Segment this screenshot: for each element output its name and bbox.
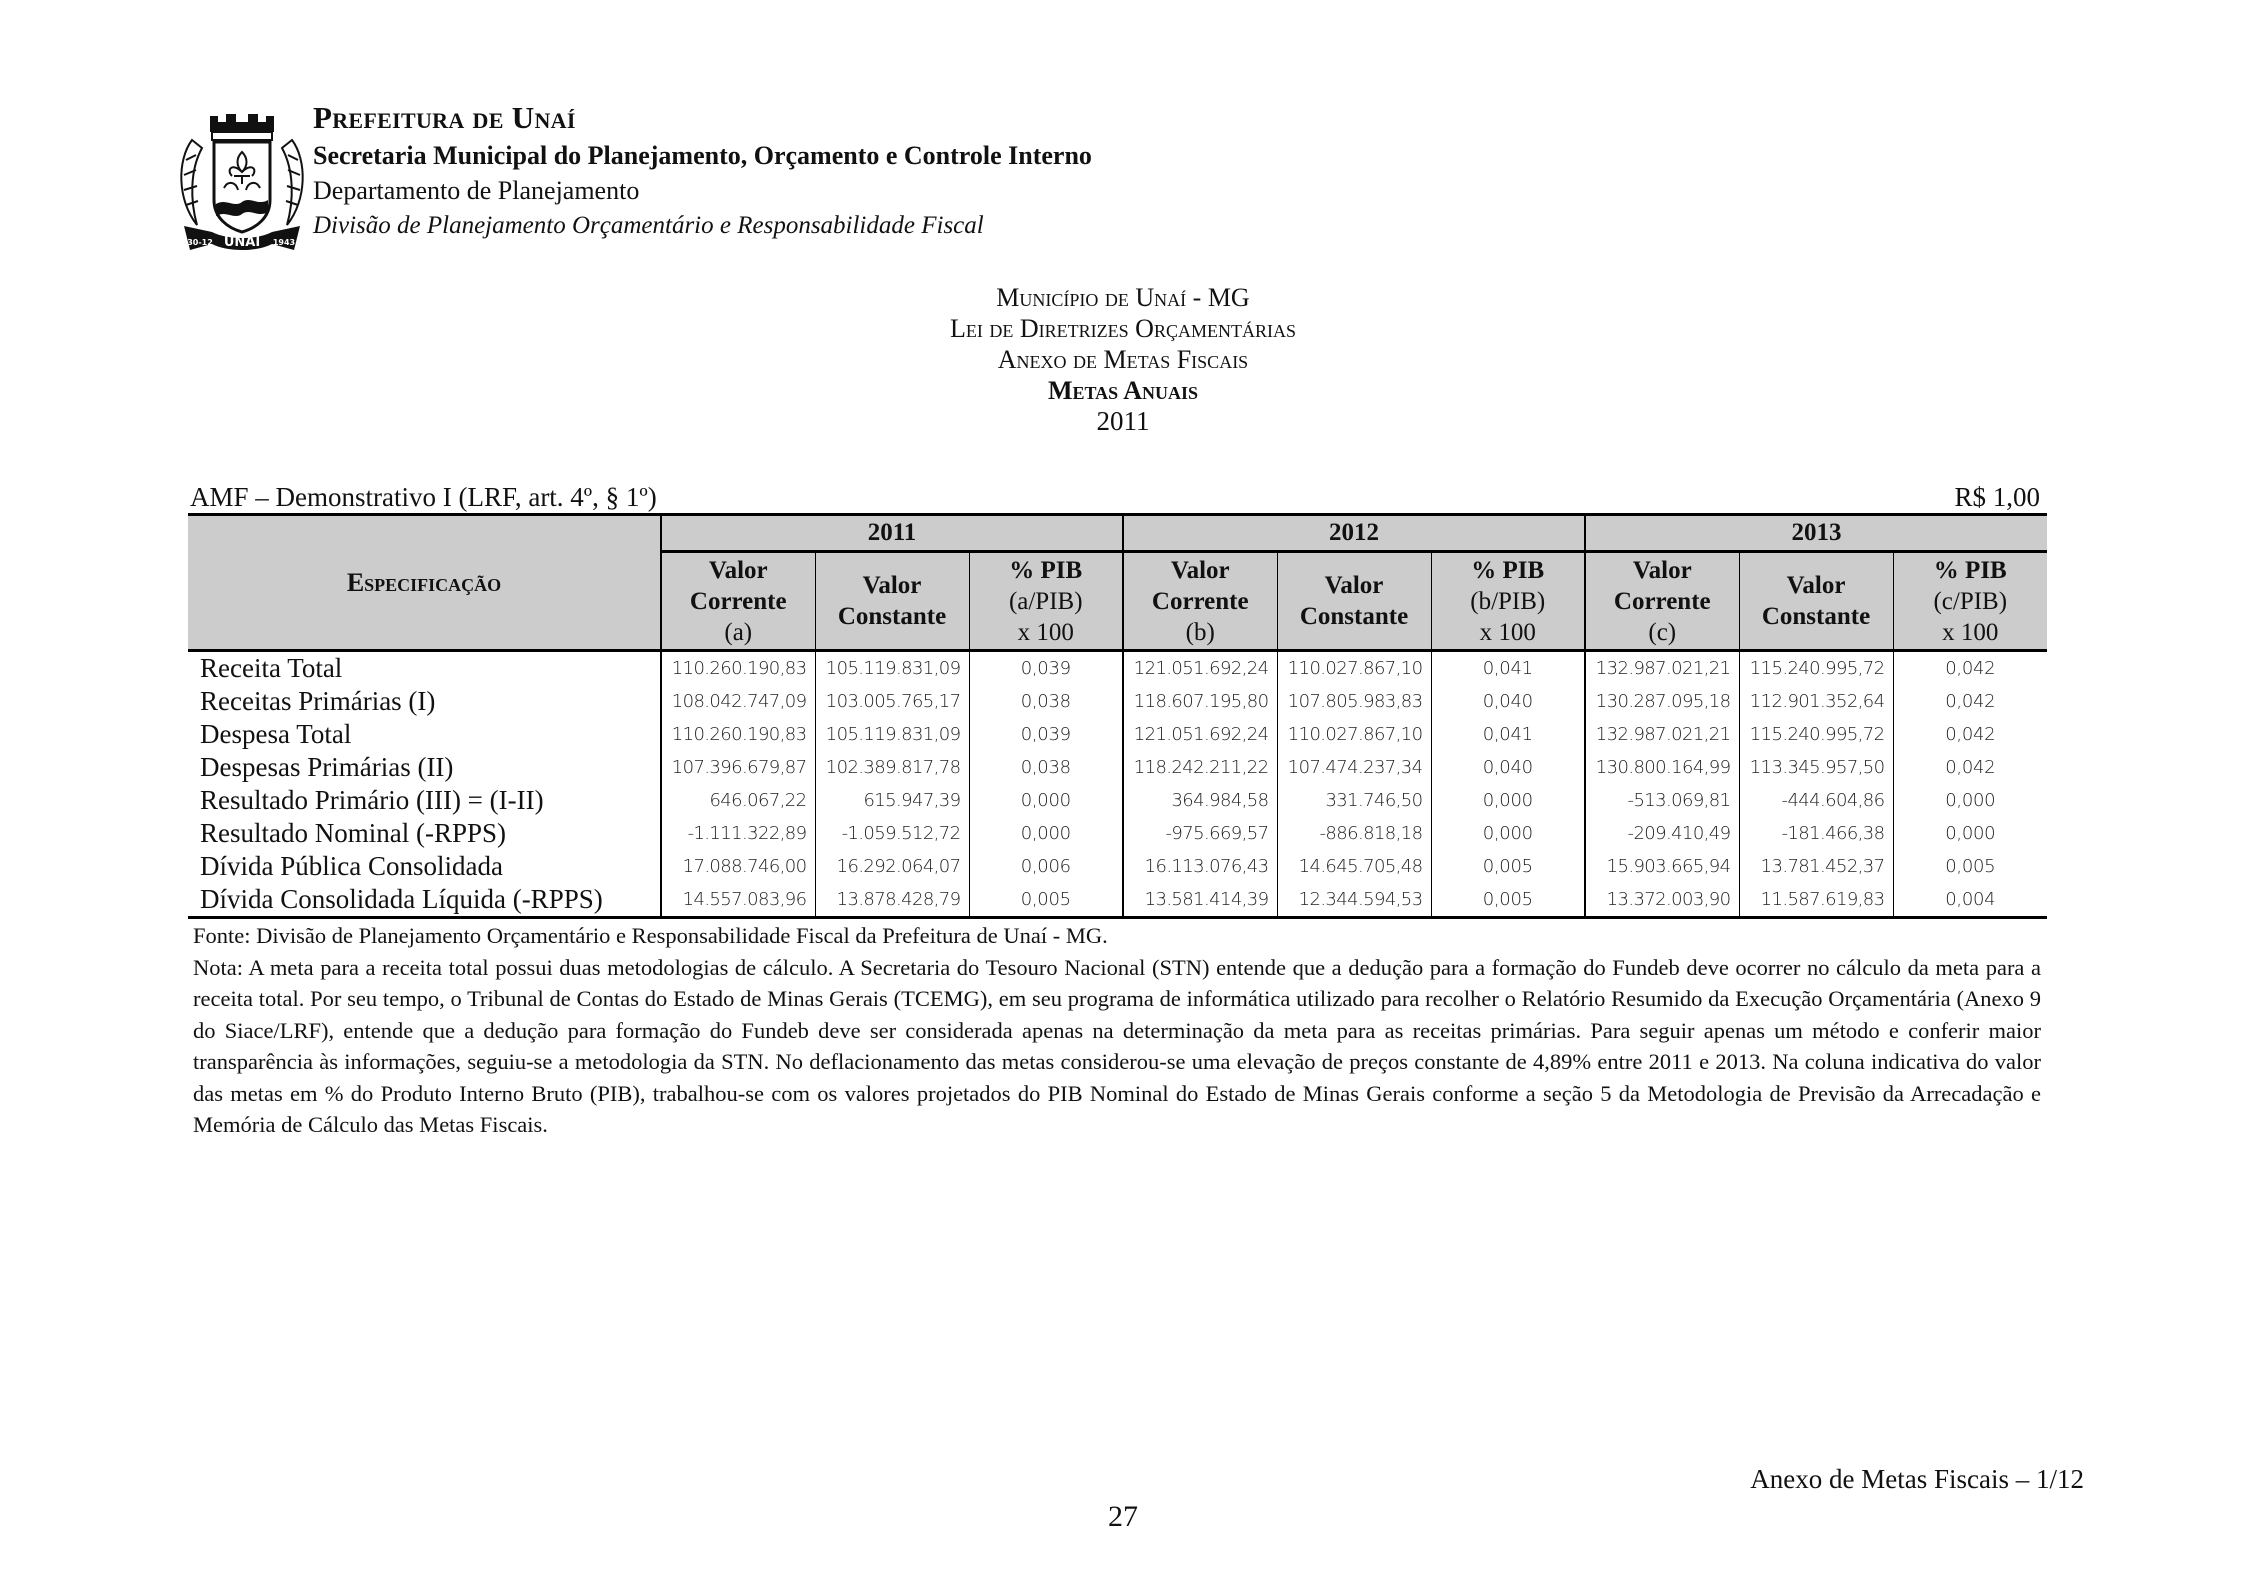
column-header-valor-corrente <box>1123 552 1277 651</box>
cell-valor-corrente: 364.984,58 <box>1123 784 1277 817</box>
column-header-line: Valor <box>1632 556 1692 584</box>
cell-valor-constante: 331.746,50 <box>1277 784 1431 817</box>
cell-pct-pib: 0,006 <box>969 850 1123 883</box>
cell-valor-corrente: 132.987.021,21 <box>1585 651 1739 686</box>
cell-valor-constante: 102.389.817,78 <box>815 751 969 784</box>
row-label: Dívida Pública Consolidada <box>200 851 503 881</box>
column-header-line: x 100 <box>1479 618 1536 646</box>
cell-valor-corrente: 646.067,22 <box>661 784 815 817</box>
cell-valor-constante: -444.604,86 <box>1739 784 1893 817</box>
cell-valor-corrente: 130.287.095,18 <box>1585 685 1739 718</box>
table-row <box>188 685 2047 718</box>
cell-pct-pib: 0,000 <box>1431 784 1585 817</box>
column-header-line: Valor <box>1786 572 1846 599</box>
table-notes <box>193 920 2041 1141</box>
column-header-pct-pib <box>1431 552 1585 651</box>
cell-valor-constante: -181.466,38 <box>1739 817 1893 850</box>
secretariat-name: Secretaria Municipal do Planejamento, Orçamento e Controle Interno <box>313 141 1092 170</box>
cell-valor-constante: 107.805.983,83 <box>1277 685 1431 718</box>
logo-banner-text: UNAÍ <box>223 235 261 250</box>
cell-pct-pib: 0,042 <box>1893 718 2047 751</box>
column-header-valor-corrente <box>661 552 815 651</box>
table-row <box>188 883 2047 918</box>
cell-valor-corrente: 14.557.083,96 <box>661 883 815 918</box>
cell-valor-corrente: 118.242.211,22 <box>1123 751 1277 784</box>
cell-pct-pib: 0,000 <box>969 817 1123 850</box>
cell-pct-pib: 0,040 <box>1431 751 1585 784</box>
table-row <box>188 751 2047 784</box>
page-number: 27 <box>1108 1500 1138 1533</box>
cell-valor-corrente: -513.069,81 <box>1585 784 1739 817</box>
cell-valor-constante: 13.878.428,79 <box>815 883 969 918</box>
cell-valor-corrente: 15.903.665,94 <box>1585 850 1739 883</box>
row-label: Dívida Consolidada Líquida (-RPPS) <box>188 883 661 918</box>
cell-valor-corrente: 107.396.679,87 <box>661 751 815 784</box>
cell-pct-pib: 0,041 <box>1431 718 1585 751</box>
cell-pct-pib: 0,000 <box>1893 817 2047 850</box>
column-header-pct-pib <box>969 552 1123 651</box>
cell-valor-constante: 12.344.594,53 <box>1277 883 1431 918</box>
cell-valor-corrente: 110.260.190,83 <box>661 718 815 751</box>
column-header-line: Valor <box>1324 572 1384 599</box>
cell-valor-corrente: -209.410,49 <box>1585 817 1739 850</box>
column-header-line: (c/PIB) <box>1933 587 2008 615</box>
cell-valor-constante: 11.587.619,83 <box>1739 883 1893 918</box>
cell-valor-constante: 112.901.352,64 <box>1739 685 1893 718</box>
cell-valor-corrente: 17.088.746,00 <box>661 850 815 883</box>
cell-valor-corrente: 16.113.076,43 <box>1123 850 1277 883</box>
cell-valor-corrente: 110.260.190,83 <box>661 651 815 686</box>
cell-pct-pib: 0,005 <box>1893 850 2047 883</box>
cell-pct-pib: 0,042 <box>1893 651 2047 686</box>
cell-valor-constante: 107.474.237,34 <box>1277 751 1431 784</box>
title-annex: Anexo de Metas Fiscais <box>997 345 1249 374</box>
cell-valor-constante: 115.240.995,72 <box>1739 651 1893 686</box>
column-header-line: x 100 <box>1942 618 1999 646</box>
column-header-pct-pib <box>1893 552 2047 651</box>
cell-valor-corrente: 108.042.747,09 <box>661 685 815 718</box>
cell-valor-constante: -886.818,18 <box>1277 817 1431 850</box>
column-header-line: Corrente <box>1151 587 1249 615</box>
cell-pct-pib: 0,040 <box>1431 685 1585 718</box>
cell-pct-pib: 0,005 <box>1431 883 1585 918</box>
municipal-coat-of-arms-icon <box>172 100 312 262</box>
cell-valor-constante: 105.119.831,09 <box>815 651 969 686</box>
logo-date-left: 30-12 <box>187 238 213 247</box>
column-header-year: 2011 <box>661 515 1123 552</box>
row-label: Resultado Nominal (-RPPS) <box>200 818 507 848</box>
row-label: Despesas Primárias (II) <box>200 752 454 782</box>
cell-valor-constante: 115.240.995,72 <box>1739 718 1893 751</box>
title-municipality: Município de Unaí - MG <box>996 283 1250 312</box>
title-year: 2011 <box>1096 406 1150 436</box>
column-header-year: 2013 <box>1585 515 2047 552</box>
cell-valor-constante: 16.292.064,07 <box>815 850 969 883</box>
org-name: Prefeitura de Unaí <box>313 100 576 135</box>
cell-valor-corrente: 130.800.164,99 <box>1585 751 1739 784</box>
column-header-line: Valor <box>708 556 768 584</box>
table-row <box>188 850 2047 883</box>
column-header-line: % PIB <box>1009 556 1083 584</box>
column-header-line: Valor <box>1170 556 1230 584</box>
source-note: Fonte: Divisão de Planejamento Orçamentário e Responsabilidade Fiscal da Prefeitura de Unaí - MG. <box>193 923 1108 948</box>
document-title <box>0 282 2246 437</box>
logo-date-right: 1943 <box>272 238 296 247</box>
currency-unit: R$ 1,00 <box>1954 482 2040 512</box>
column-header-line: (a/PIB) <box>1008 587 1083 615</box>
cell-pct-pib: 0,039 <box>969 651 1123 686</box>
cell-valor-corrente: -1.111.322,89 <box>661 817 815 850</box>
row-label: Resultado Primário (III) = (I-II) <box>200 785 544 815</box>
cell-valor-corrente: 121.051.692,24 <box>1123 651 1277 686</box>
cell-valor-constante: 110.027.867,10 <box>1277 718 1431 751</box>
cell-valor-corrente: 121.051.692,24 <box>1123 718 1277 751</box>
cell-pct-pib: 0,000 <box>969 784 1123 817</box>
cell-pct-pib: 0,038 <box>969 685 1123 718</box>
cell-pct-pib: 0,004 <box>1893 883 2047 918</box>
division-name: Divisão de Planejamento Orçamentário e Responsabilidade Fiscal <box>313 212 984 239</box>
footer-reference: Anexo de Metas Fiscais – 1/12 <box>1750 1464 2084 1494</box>
cell-valor-corrente: 118.607.195,80 <box>1123 685 1277 718</box>
cell-pct-pib: 0,005 <box>969 883 1123 918</box>
column-header-line: (b) <box>1185 618 1215 646</box>
column-header-line: % PIB <box>1933 556 2007 584</box>
column-header-valor-constante <box>1277 552 1431 651</box>
column-header-line: Corrente <box>689 587 787 615</box>
column-header-specification: Especificação <box>188 515 661 651</box>
column-header-valor-constante <box>815 552 969 651</box>
column-header-year: 2012 <box>1123 515 1585 552</box>
cell-valor-corrente: -975.669,57 <box>1123 817 1277 850</box>
cell-pct-pib: 0,038 <box>969 751 1123 784</box>
title-section: Metas Anuais <box>1047 376 1199 405</box>
cell-pct-pib: 0,000 <box>1431 817 1585 850</box>
methodology-note: Nota: A meta para a receita total possui duas metodologias de cálculo. A Secretaria do Tesouro Nacional (STN) entende que a dedução para a formação do Fundeb deve ocorrer no cálculo da meta para a receita total. Por seu tempo, o Tribunal de Contas do Estado de Minas Gerais (TCEMG), em seu programa de informática utilizado para recolher o Relatório Resumido da Execução Orçamentária (Anexo 9 do Siace/LRF), entende que a dedução para formação do Fundeb deve ser considerada apenas na determinação da meta para as receitas primárias. Para seguir apenas um método e conferir maior transparência às informações, seguiu-se a metodologia da STN. No deflacionamento das metas considerou-se uma elevação de preços constante de 4,89% entre 2011 e 2013. Na coluna indicativa do valor das metas em % do Produto Interno Bruto (PIB), trabalhou-se com os valores projetados do PIB Nominal do Estado de Minas Gerais conforme a seção 5 da Metodologia de Previsão da Arrecadação e Memória de Cálculo das Metas Fiscais. <box>193 954 2041 1137</box>
cell-pct-pib: 0,005 <box>1431 850 1585 883</box>
cell-pct-pib: 0,000 <box>1893 784 2047 817</box>
table-row <box>188 718 2047 751</box>
table-row <box>188 651 2047 686</box>
column-header-line: (a) <box>724 618 753 646</box>
column-header-line: Corrente <box>1613 587 1711 615</box>
column-header-valor-constante <box>1739 552 1893 651</box>
table-row <box>188 817 2047 850</box>
cell-pct-pib: 0,039 <box>969 718 1123 751</box>
row-label: Receita Total <box>200 653 343 683</box>
row-label: Receitas Primárias (I) <box>200 686 436 716</box>
column-header-line: (c) <box>1648 618 1677 646</box>
table-caption <box>190 482 2040 513</box>
cell-valor-constante: 113.345.957,50 <box>1739 751 1893 784</box>
column-header-line: % PIB <box>1471 556 1545 584</box>
column-header-valor-corrente <box>1585 552 1739 651</box>
cell-valor-constante: -1.059.512,72 <box>815 817 969 850</box>
cell-valor-corrente: 13.581.414,39 <box>1123 883 1277 918</box>
cell-valor-constante: 615.947,39 <box>815 784 969 817</box>
title-law: Lei de Diretrizes Orçamentárias <box>950 314 1296 343</box>
cell-valor-corrente: 13.372.003,90 <box>1585 883 1739 918</box>
demonstrativo-label: AMF – Demonstrativo I (LRF, art. 4º, § 1º) <box>190 482 657 512</box>
column-header-line: Constante <box>1299 603 1409 630</box>
table-row <box>188 784 2047 817</box>
cell-pct-pib: 0,042 <box>1893 751 2047 784</box>
cell-valor-constante: 103.005.765,17 <box>815 685 969 718</box>
cell-valor-constante: 110.027.867,10 <box>1277 651 1431 686</box>
cell-pct-pib: 0,041 <box>1431 651 1585 686</box>
cell-valor-constante: 14.645.705,48 <box>1277 850 1431 883</box>
cell-valor-constante: 105.119.831,09 <box>815 718 969 751</box>
letterhead <box>313 100 1092 244</box>
column-header-line: Constante <box>1761 603 1871 630</box>
annual-targets-table <box>188 513 2047 919</box>
cell-valor-corrente: 132.987.021,21 <box>1585 718 1739 751</box>
cell-pct-pib: 0,042 <box>1893 685 2047 718</box>
row-label: Despesa Total <box>200 719 352 749</box>
column-header-line: (b/PIB) <box>1470 587 1546 615</box>
cell-valor-constante: 13.781.452,37 <box>1739 850 1893 883</box>
column-header-line: Valor <box>862 572 922 599</box>
column-header-line: x 100 <box>1017 618 1074 646</box>
column-header-line: Constante <box>837 603 947 630</box>
department-name: Departamento de Planejamento <box>313 176 640 205</box>
